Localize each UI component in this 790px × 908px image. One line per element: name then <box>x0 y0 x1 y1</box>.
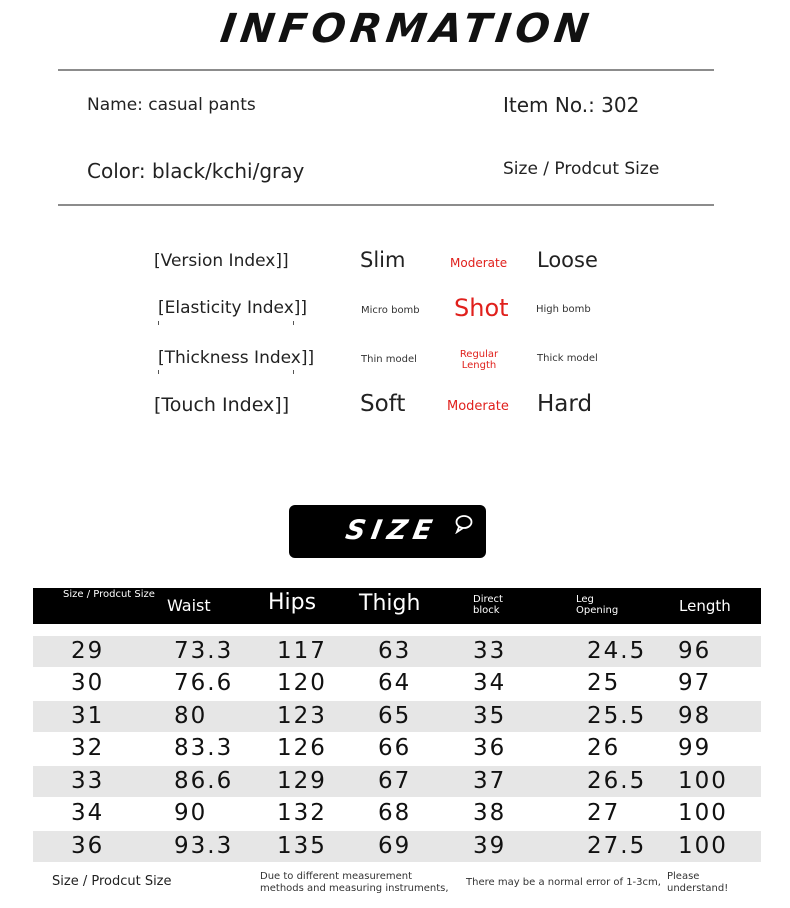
cell-leg-opening: 27.5 <box>587 833 647 859</box>
item-number: Item No.: 302 <box>503 93 640 117</box>
elasticity-option-micro-bomb: Micro bomb <box>361 305 420 316</box>
header-leg-opening: Leg Opening <box>576 594 619 616</box>
cell-waist: 93.3 <box>174 833 234 859</box>
elasticity-index-label: [Elasticity Index]] <box>158 298 308 318</box>
cell-size: 34 <box>71 800 105 826</box>
size-badge <box>289 505 486 558</box>
product-color: Color: black/kchi/gray <box>87 159 305 183</box>
cell-hips: 135 <box>277 833 327 859</box>
cell-thigh: 69 <box>378 833 412 859</box>
cell-leg-opening: 26.5 <box>587 768 647 794</box>
table-header <box>33 588 761 624</box>
header-thigh: Thigh <box>359 591 421 616</box>
table-row <box>33 701 761 732</box>
cell-length: 100 <box>678 833 728 859</box>
table-row <box>33 831 761 862</box>
cell-length: 100 <box>678 800 728 826</box>
cell-size: 31 <box>71 703 105 729</box>
product-name: Name: casual pants <box>87 95 256 115</box>
cell-size: 33 <box>71 768 105 794</box>
cell-hips: 126 <box>277 735 327 761</box>
version-option-moderate: Moderate <box>450 256 508 270</box>
version-option-loose: Loose <box>537 248 598 272</box>
cell-waist: 83.3 <box>174 735 234 761</box>
cell-hips: 132 <box>277 800 327 826</box>
cell-direct-block: 33 <box>473 638 507 664</box>
footer-note-measurement: Due to different measurement methods and measuring instruments, <box>260 871 449 894</box>
touch-option-hard: Hard <box>537 391 593 417</box>
header-length: Length <box>679 597 731 615</box>
cell-length: 99 <box>678 735 712 761</box>
cell-thigh: 68 <box>378 800 412 826</box>
cell-waist: 73.3 <box>174 638 234 664</box>
cell-hips: 129 <box>277 768 327 794</box>
cell-length: 100 <box>678 768 728 794</box>
cell-direct-block: 34 <box>473 670 507 696</box>
cell-leg-opening: 24.5 <box>587 638 647 664</box>
cell-size: 30 <box>71 670 105 696</box>
cell-size: 36 <box>71 833 105 859</box>
product-size-label: Size / Prodcut Size <box>503 159 660 179</box>
cell-direct-block: 37 <box>473 768 507 794</box>
touch-option-moderate: Moderate <box>447 399 509 414</box>
top-divider <box>58 69 714 71</box>
cell-direct-block: 35 <box>473 703 507 729</box>
cell-leg-opening: 25.5 <box>587 703 647 729</box>
elasticity-underline <box>158 321 294 325</box>
cell-hips: 123 <box>277 703 327 729</box>
cell-size: 32 <box>71 735 105 761</box>
footer-note-error: There may be a normal error of 1-3cm, <box>466 877 661 888</box>
cell-waist: 76.6 <box>174 670 234 696</box>
cell-leg-opening: 26 <box>587 735 621 761</box>
cell-waist: 90 <box>174 800 208 826</box>
speech-bubble-icon <box>454 514 474 534</box>
cell-thigh: 67 <box>378 768 412 794</box>
cell-hips: 120 <box>277 670 327 696</box>
cell-direct-block: 38 <box>473 800 507 826</box>
cell-size: 29 <box>71 638 105 664</box>
cell-leg-opening: 25 <box>587 670 621 696</box>
header-waist: Waist <box>167 596 211 615</box>
thickness-option-thin-model: Thin model <box>361 354 417 365</box>
table-row <box>33 766 761 797</box>
table-row <box>33 668 761 699</box>
cell-direct-block: 36 <box>473 735 507 761</box>
table-row <box>33 636 761 667</box>
cell-length: 98 <box>678 703 712 729</box>
cell-waist: 86.6 <box>174 768 234 794</box>
elasticity-option-shot: Shot <box>454 294 509 322</box>
size-badge-label: SIZE <box>343 515 441 546</box>
footer-size-label: Size / Prodcut Size <box>52 874 172 889</box>
header-hips: Hips <box>268 590 317 615</box>
cell-direct-block: 39 <box>473 833 507 859</box>
thickness-option-thick-model: Thick model <box>537 353 598 364</box>
cell-thigh: 63 <box>378 638 412 664</box>
version-index-label: [Version Index]] <box>154 251 289 271</box>
header-direct-block: Direct block <box>473 594 503 616</box>
cell-thigh: 66 <box>378 735 412 761</box>
touch-option-soft: Soft <box>360 391 406 417</box>
page-title: INFORMATION <box>217 6 597 52</box>
version-option-slim: Slim <box>360 248 406 272</box>
footer-note-understand: Please understand! <box>667 871 729 894</box>
header-size: Size / Prodcut Size <box>63 589 155 600</box>
thickness-underline <box>158 370 294 374</box>
table-row <box>33 733 761 764</box>
cell-thigh: 65 <box>378 703 412 729</box>
cell-length: 96 <box>678 638 712 664</box>
cell-hips: 117 <box>277 638 327 664</box>
thickness-option-regular-length: Regular Length <box>459 349 499 371</box>
cell-length: 97 <box>678 670 712 696</box>
bottom-divider <box>58 204 714 206</box>
cell-leg-opening: 27 <box>587 800 621 826</box>
cell-waist: 80 <box>174 703 208 729</box>
thickness-index-label: [Thickness Index]] <box>158 348 315 368</box>
elasticity-option-high-bomb: High bomb <box>536 304 591 315</box>
table-row <box>33 798 761 829</box>
cell-thigh: 64 <box>378 670 412 696</box>
touch-index-label: [Touch Index]] <box>154 394 290 416</box>
